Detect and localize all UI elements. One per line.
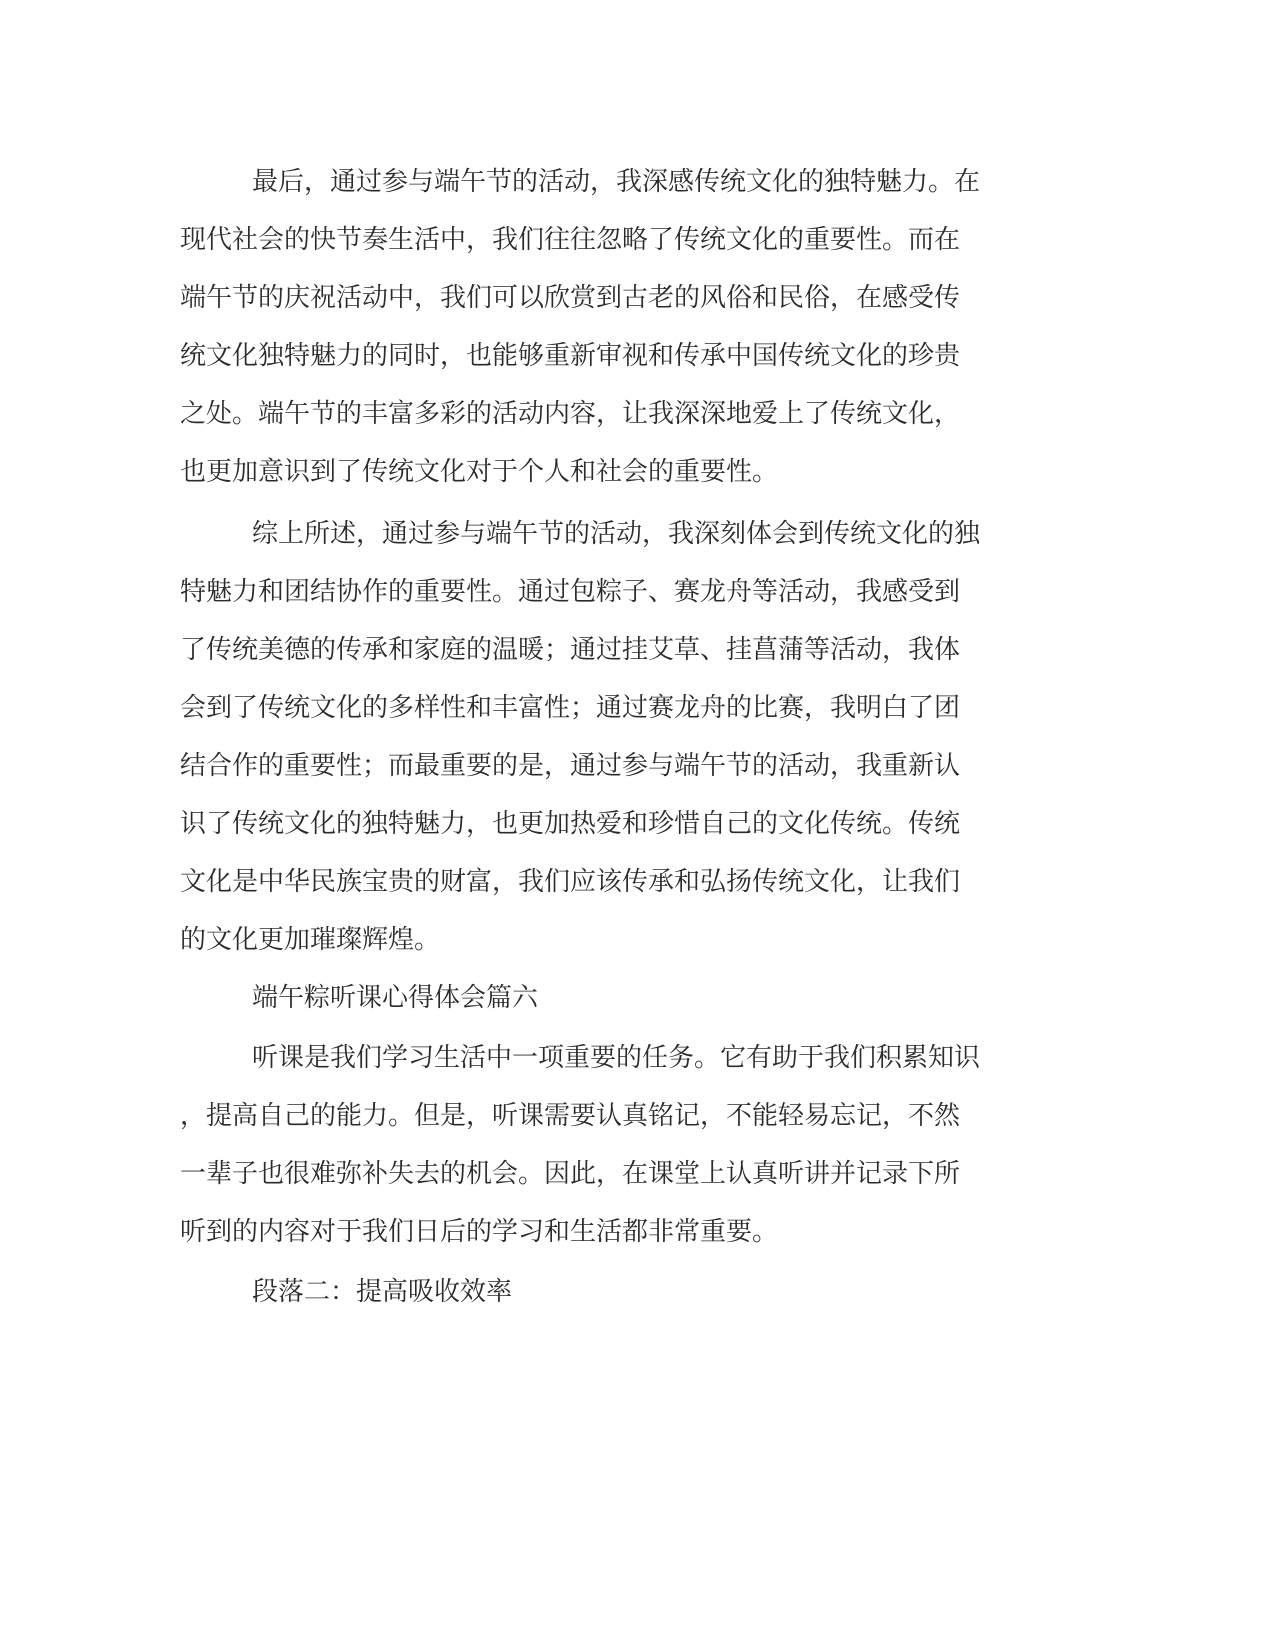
section-heading: 端午粽听课心得体会篇六 bbox=[252, 983, 539, 1013]
paragraph-line: 综上所述，通过参与端午节的活动，我深刻体会到传统文化的独 bbox=[252, 519, 981, 549]
paragraph-line: 听到的内容对于我们日后的学习和生活都非常重要。 bbox=[180, 1217, 779, 1247]
paragraph-line: 了传统美德的传承和家庭的温暖；通过挂艾草、挂菖蒲等活动，我体 bbox=[180, 635, 961, 665]
paragraph-line: 结合作的重要性；而最重要的是，通过参与端午节的活动，我重新认 bbox=[180, 751, 961, 781]
paragraph-line: 一辈子也很难弥补失去的机会。因此，在课堂上认真听讲并记录下所 bbox=[180, 1159, 961, 1189]
paragraph-line: 听课是我们学习生活中一项重要的任务。它有助于我们积累知识 bbox=[252, 1043, 981, 1073]
paragraph-line: 识了传统文化的独特魅力，也更加热爱和珍惜自己的文化传统。传统 bbox=[180, 809, 961, 839]
paragraph-line: 统文化独特魅力的同时，也能够重新审视和传承中国传统文化的珍贵 bbox=[180, 341, 961, 371]
paragraph-line: 会到了传统文化的多样性和丰富性；通过赛龙舟的比赛，我明白了团 bbox=[180, 693, 961, 723]
paragraph-line: 现代社会的快节奏生活中，我们往往忽略了传统文化的重要性。而在 bbox=[180, 225, 961, 255]
paragraph-line: 的文化更加璀璨辉煌。 bbox=[180, 925, 441, 955]
paragraph-line: 最后，通过参与端午节的活动，我深感传统文化的独特魅力。在 bbox=[252, 167, 981, 197]
paragraph-line: 之处。端午节的丰富多彩的活动内容，让我深深地爱上了传统文化， bbox=[180, 399, 961, 429]
paragraph-line: 特魅力和团结协作的重要性。通过包粽子、赛龙舟等活动，我感受到 bbox=[180, 577, 961, 607]
subsection-heading: 段落二：提高吸收效率 bbox=[252, 1277, 513, 1307]
paragraph-line: ，提高自己的能力。但是，听课需要认真铭记，不能轻易忘记，不然 bbox=[180, 1101, 961, 1131]
paragraph-line: 文化是中华民族宝贵的财富，我们应该传承和弘扬传统文化，让我们 bbox=[180, 867, 961, 897]
paragraph-line: 也更加意识到了传统文化对于个人和社会的重要性。 bbox=[180, 457, 779, 487]
paragraph-line: 端午节的庆祝活动中，我们可以欣赏到古老的风俗和民俗，在感受传 bbox=[180, 283, 961, 313]
